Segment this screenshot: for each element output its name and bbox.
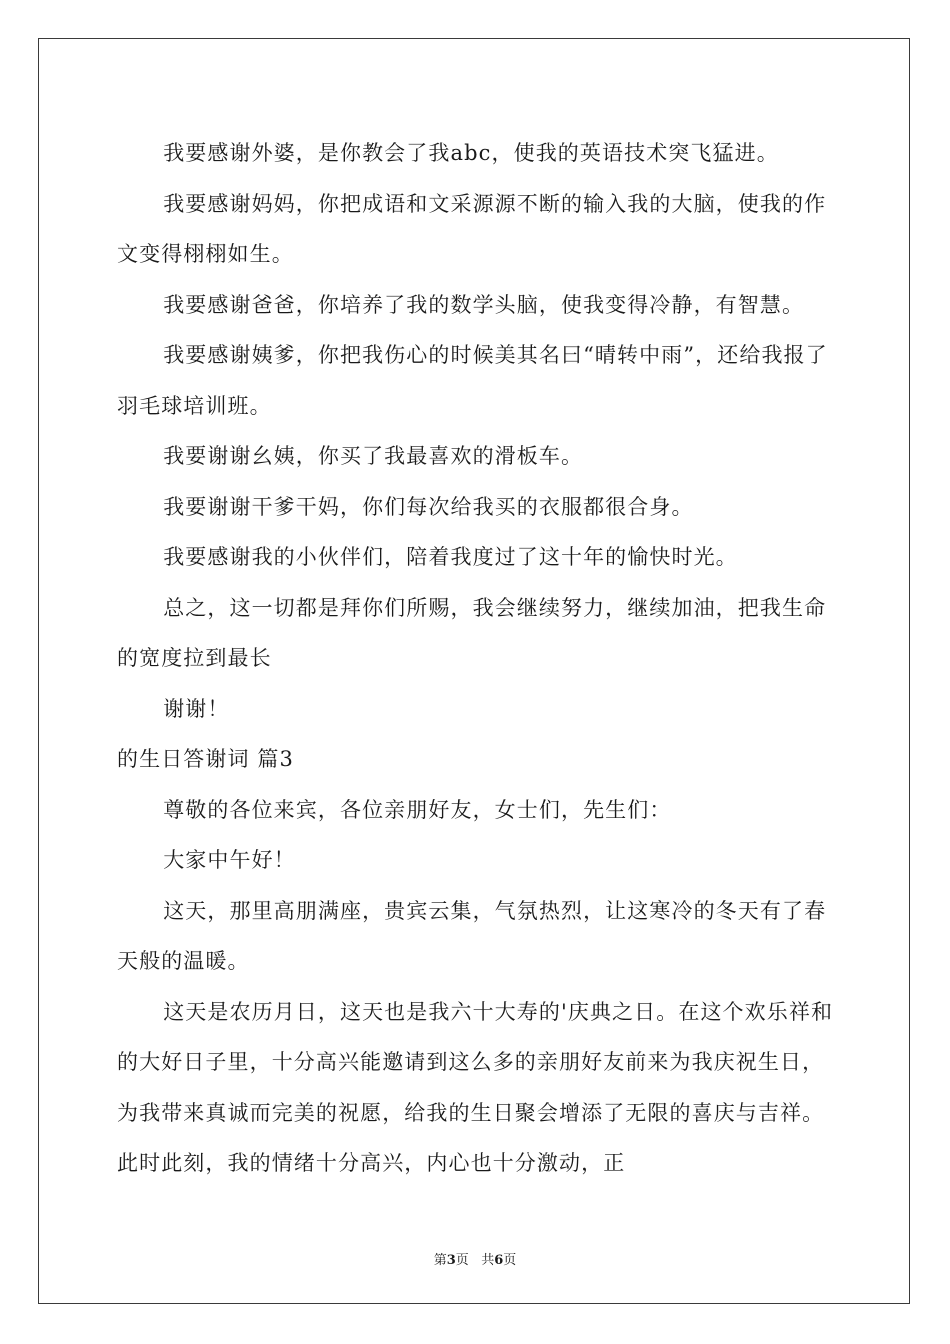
- paragraph: 尊敬的各位来宾，各位亲朋好友，女士们，先生们：: [163, 797, 672, 822]
- footer-prefix: 第: [433, 1253, 447, 1268]
- paragraph: 我要感谢爸爸，你培养了我的数学头脑，使我变得冷静，有智慧。: [163, 292, 805, 317]
- page-footer: [0, 1249, 950, 1268]
- document-body: [117, 128, 837, 1189]
- footer-mid: 页 共: [455, 1253, 495, 1268]
- total-page-number: 6: [494, 1253, 504, 1268]
- paragraph: 谢谢！: [163, 696, 230, 721]
- paragraph: 这天是农历月日，这天也是我六十大寿的'庆典之日。在这个欢乐祥和的大好日子里，十分高兴能邀请到这么多的亲朋好友前来为我庆祝生日，为我带来真诚而完美的祝愿，给我的生日聚会增添了无限的喜庆与吉祥。此时此刻，我的情绪十分高兴，内心也十分激动，正: [117, 999, 834, 1175]
- current-page-number: 3: [446, 1253, 456, 1268]
- footer-suffix: 页: [503, 1253, 517, 1268]
- paragraph: 这天，那里高朋满座，贵宾云集，气氛热烈，让这寒冷的冬天有了春天般的温暖。: [117, 898, 827, 973]
- paragraph: 我要感谢妈妈，你把成语和文采源源不断的输入我的大脑，使我的作文变得栩栩如生。: [117, 191, 827, 266]
- paragraph: 我要感谢姨爹，你把我伤心的时候美其名曰“晴转中雨”，还给我报了羽毛球培训班。: [117, 343, 828, 418]
- paragraph: 我要感谢我的小伙伴们，陪着我度过了这十年的愉快时光。: [163, 545, 738, 569]
- paragraph: 总之，这一切都是拜你们所赐，我会继续努力，继续加油，把我生命的宽度拉到最长: [117, 595, 827, 670]
- section-heading: 的生日答谢词 篇3: [117, 747, 294, 771]
- paragraph: 我要谢谢幺姨，你买了我最喜欢的滑板车。: [163, 444, 584, 468]
- paragraph: 我要谢谢干爹干妈，你们每次给我买的衣服都很合身。: [163, 494, 694, 519]
- paragraph: 大家中午好！: [163, 848, 296, 872]
- paragraph: 我要感谢外婆，是你教会了我abc，使我的英语技术突飞猛进。: [163, 141, 779, 165]
